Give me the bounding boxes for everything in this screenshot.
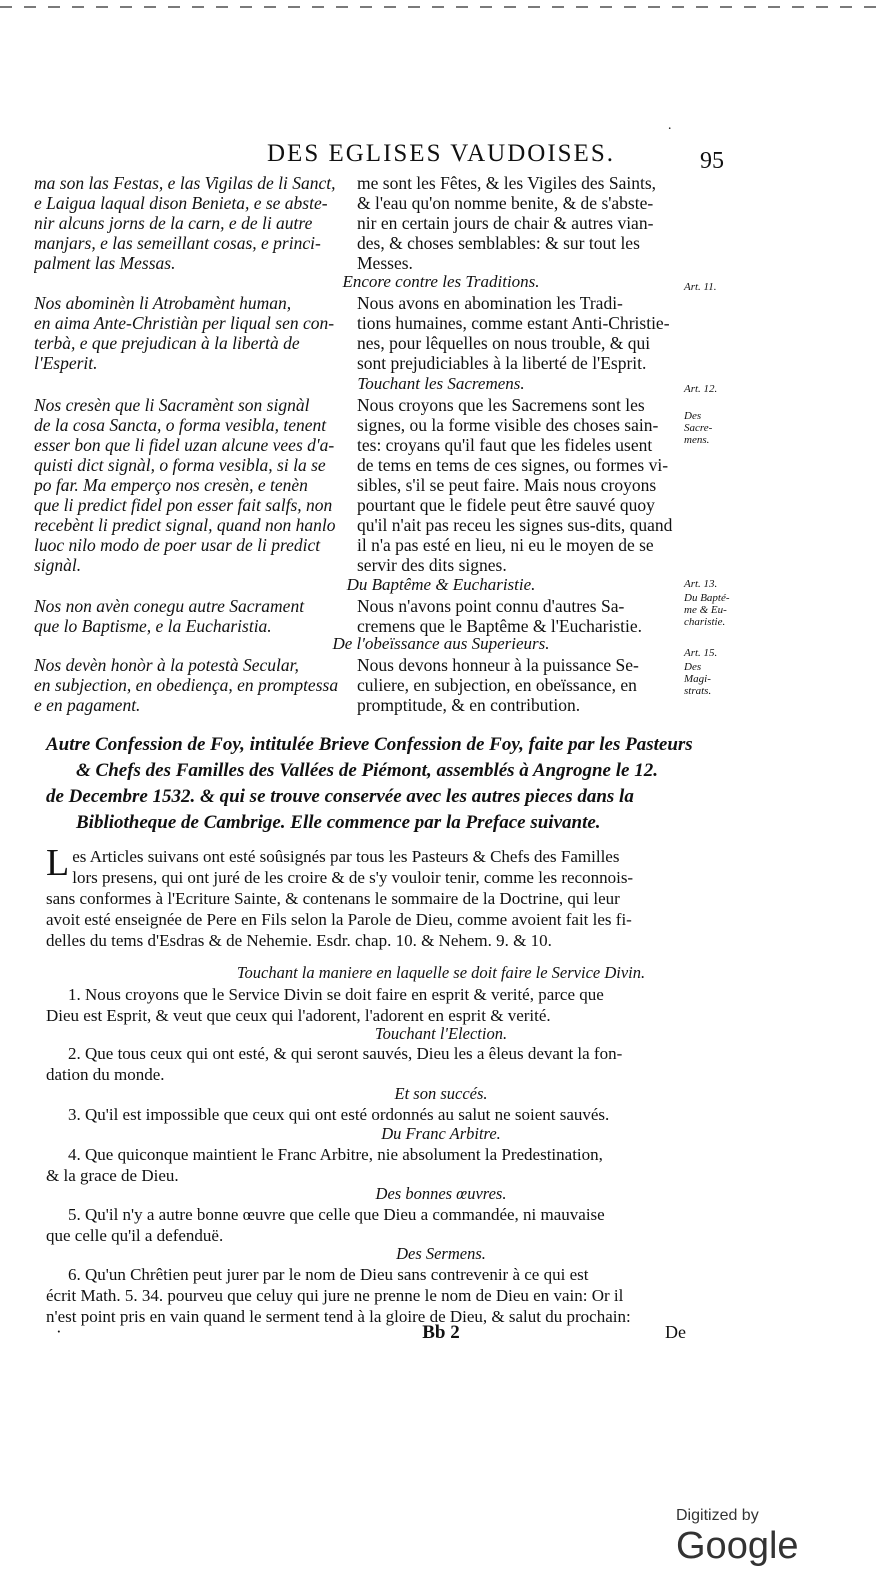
page-number: 95 bbox=[700, 148, 724, 174]
french-col-1: Nous avons en abomination les Tradi- tions humaines, comme estant Anti-Christie- nes, pour lêquelles on nous trouble, & qui sont prejudiciables à la liberté de l'Esprit. bbox=[357, 293, 670, 373]
margin-note-art-13: Art. 13. bbox=[684, 578, 718, 590]
digitized-watermark bbox=[676, 1507, 882, 1568]
catchword: De bbox=[665, 1322, 686, 1342]
french-col-3: Nous n'avons point connu d'autres Sa- cremens que le Baptême & l'Eucharistie. bbox=[357, 596, 642, 636]
article-heading-bonnes-oeuvres: Des bonnes œuvres. bbox=[375, 1184, 507, 1203]
signature-mark: Bb 2 bbox=[422, 1322, 460, 1343]
article-5: 5. Qu'il n'y a autre bonne œuvre que celle que Dieu a commandée, ni mauvaise que celle qu'il a defenduë. bbox=[46, 1205, 605, 1245]
margin-note-sacremens: Des Sacre- mens. bbox=[684, 410, 713, 446]
top-rule bbox=[0, 6, 882, 8]
margin-note-art-11: Art. 11. bbox=[684, 281, 717, 293]
french-col-2: Nous croyons que les Sacremens sont les signes, ou la forme visible des choses sain- tes: croyans qu'il faut que les fideles usent de tems en tems de ces signes, ou formes vi- sibles, s'il se peut faire. Mais nous croyons pourtant que le fidele peut être sauvé quoy qu'il n'ait pas receu les signes sus-dits, quand il n'a pas esté en lieu, ni eu le moyen de se servir des dits signes. bbox=[357, 395, 673, 575]
article-3: 3. Qu'il est impossible que ceux qui ont esté ordonnés au salut ne soient sauvés. bbox=[68, 1105, 610, 1124]
top-tick: · bbox=[667, 122, 672, 137]
confession-title: Autre Confession de Foy, intitulée Brieve Confession de Foy, faite par les Pasteurs & Chefs des Familles des Vallées de Piémont, assemblés à Angrogne le 12. de Decembre 1532. & qui se trouve conservée avec les autres pieces dans la Bibliotheque de Cambrige. Elle commence par la Preface suivante. bbox=[46, 734, 693, 833]
french-col-0: me sont les Fêtes, & les Vigiles des Saints, & l'eau qu'on nomme benite, & de s'abste- nir en certain jours de chair & autres vian- des, & choses semblables: & sur tout les Messes. bbox=[357, 173, 657, 273]
google-logo: Google bbox=[676, 1525, 799, 1568]
article-heading-sermens: Des Sermens. bbox=[396, 1244, 486, 1263]
occitan-col-2: Nos cresèn que li Sacramènt son signàl de la cosa Sancta, o forma vesibla, tenent esser bon que li fidel uzan alcune vees d'a- quisti dict signàl, o forma vesibla, si la se po far. Ma emperço nos cresèn, e tenèn que li predict fidel pon esser fait salfs, non recebènt li predict signal, quand non hanlo luoc nilo modo de poer usar de li predict signàl. bbox=[34, 395, 336, 575]
margin-note-art-15: Art. 15. bbox=[684, 647, 718, 659]
section-heading-bapteme: Du Baptême & Eucharistie. bbox=[346, 575, 536, 594]
footer-mark: · bbox=[56, 1322, 62, 1341]
section-heading-obeissance: De l'obeïssance aus Superieurs. bbox=[332, 634, 550, 653]
margin-note-magistrats: Des Magi- strats. bbox=[684, 661, 712, 697]
occitan-col-3: Nos non avèn conegu autre Sacrament que lo Baptisme, e la Eucharistia. bbox=[34, 596, 305, 636]
section-heading-sacremens: Touchant les Sacremens. bbox=[357, 374, 525, 393]
margin-note-bapteme: Du Bapté- me & Eu- charistie. bbox=[684, 592, 730, 628]
article-heading-service-divin: Touchant la maniere en laquelle se doit faire le Service Divin. bbox=[236, 963, 646, 982]
article-6: 6. Qu'un Chrêtien peut jurer par le nom de Dieu sans contrevenir à ce qui est écrit Math. 5. 34. pourveu que celuy qui jure ne prenne le nom de Dieu en vain: Or il n'est point pris en vain quand le serment tend à la gloire de Dieu, & salut du prochain: bbox=[46, 1265, 631, 1326]
article-heading-franc-arbitre: Du Franc Arbitre. bbox=[381, 1124, 501, 1143]
preface: L es Articles suivans ont esté soûsignés par tous les Pasteurs & Chefs des Familles lors presens, qui ont juré de les croire & de s'y vouloir tenir, comme les reconnois- sans conformes à l'Ecriture Sainte, & contenans le sommaire de la Doctrine, qui leur avoit esté enseignée de Pere en Fils selon la Parole de Dieu, comme avoient fait les fi- delles du tems d'Esdras & de Nehemie. Esdr. chap. 10. & Nehem. 9. & 10. bbox=[46, 842, 634, 950]
section-heading-traditions: Encore contre les Traditions. bbox=[342, 272, 540, 291]
margin-note-art-12: Art. 12. bbox=[684, 383, 718, 395]
article-1: 1. Nous croyons que le Service Divin se doit faire en esprit & verité, parce que Dieu est Esprit, & veut que ceux qui l'adorent, l'adorent en esprit & verité. bbox=[46, 985, 604, 1025]
french-col-4: Nous devons honneur à la puissance Se- culiere, en subjection, en obeïssance, en promptitude, & en contribution. bbox=[357, 655, 639, 715]
drop-cap: L bbox=[46, 842, 70, 884]
occitan-col-1: Nos abominèn li Atrobamènt human, en aima Ante-Christiàn per liqual sen con- terbà, e que prejudican à la libertà de l'Esperit. bbox=[34, 293, 335, 373]
article-heading-election: Touchant l'Election. bbox=[374, 1024, 508, 1043]
article-4: 4. Que quiconque maintient le Franc Arbitre, nie absolument la Predestination, & la grace de Dieu. bbox=[46, 1145, 603, 1185]
article-heading-succes: Et son succés. bbox=[394, 1084, 488, 1103]
occitan-col-4: Nos devèn honòr à la potestà Secular, en subjection, en obediença, en promptessa e en pagament. bbox=[34, 655, 339, 715]
occitan-col-0: ma son las Festas, e las Vigilas de li Sanct, e Laigua laqual dison Benieta, e se abste- nir alcuns jorns de la carn, e de li autre manjars, e las semeillant cosas, e princi- palment las Messas. bbox=[34, 173, 336, 273]
running-header: DES EGLISES VAUDOISES. bbox=[267, 140, 615, 167]
article-2: 2. Que tous ceux qui ont esté, & qui seront sauvés, Dieu les a êleus devant la fon- dation du monde. bbox=[46, 1044, 623, 1084]
digitized-by-text: Digitized by bbox=[676, 1507, 759, 1524]
